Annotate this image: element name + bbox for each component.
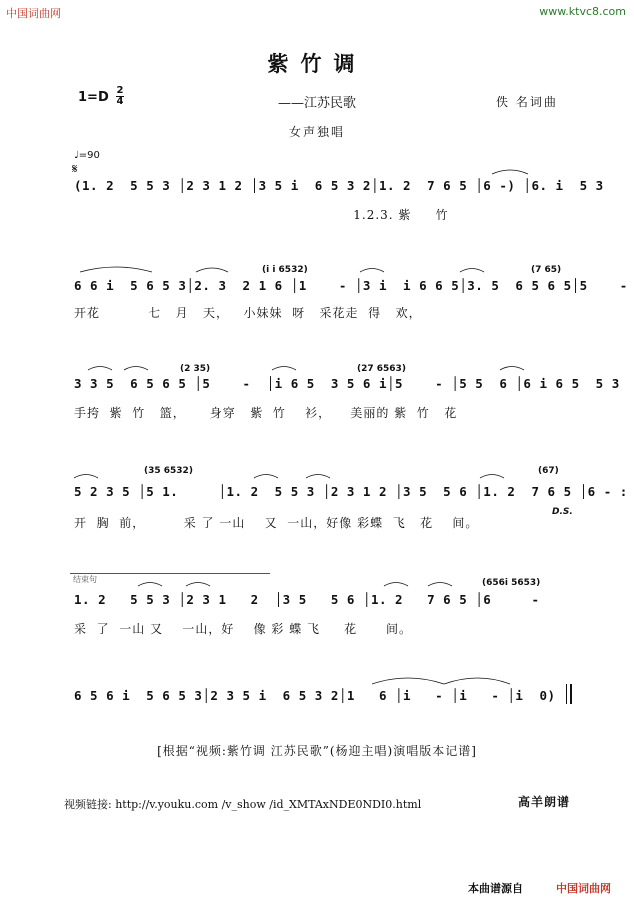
score-line-1-lyrics: 1.2.3. 紫 竹	[74, 208, 449, 222]
tempo-marking: ♩=90	[74, 150, 100, 161]
score-line-5-lyrics: 采 了 一山 又 一山，好 像 彩 蝶 飞 花 间。	[74, 622, 412, 636]
video-link[interactable]: 视频链接: http://v.youku.com /v_show /id_XMTAxNDE0NDI0.html	[64, 798, 422, 811]
score-line-4-lyrics: 开 胸 前， 采 了 一山 又 一山，好像 彩蝶 飞 花 间。	[74, 516, 479, 530]
slur	[74, 475, 98, 479]
slur	[186, 583, 210, 587]
grace-note-2: (7 65)	[531, 265, 562, 275]
source-label: 本曲谱源自	[468, 882, 523, 895]
scribe-credit: 高羊朗谱	[518, 795, 571, 809]
slur	[492, 170, 528, 174]
grace-note-4: (27 6563)	[357, 364, 406, 374]
grace-note-7: (656i 5653)	[482, 578, 541, 588]
score-line-4-notes: 5 2 3 5 │5 1. │1. 2 5 5 3 │2 3 1 2 │3 5 5 6 │1. 2 7 6 5 │6 - :	[74, 484, 628, 499]
slur	[88, 367, 112, 371]
grace-note-1: (i i 6532)	[262, 265, 308, 275]
slur	[138, 583, 162, 587]
score-line-3-notes: 3 3 5 6 5 6 5 │5 - │i 6 5 3 5 6 i│5 - │5 5 6 │6 i 6 5 5 3	[74, 376, 620, 391]
key-signature: 1=D	[78, 90, 109, 105]
source-site[interactable]: 中国词曲网	[556, 882, 611, 895]
ds-marking: D.S.	[552, 507, 573, 517]
watermark-left: 中国词曲网	[6, 7, 61, 20]
slur	[372, 678, 444, 684]
slur	[444, 678, 510, 684]
performance-type: 女声独唱	[288, 125, 345, 139]
slur	[254, 475, 278, 479]
grace-note-5: (35 6532)	[144, 466, 193, 476]
song-title: 紫竹调	[267, 51, 367, 76]
score-line-5-notes: 1. 2 5 5 3 │2 3 1 2 │3 5 5 6 │1. 2 7 6 5 │6 -	[74, 592, 540, 607]
song-credit: 佚 名词曲	[496, 95, 558, 109]
slur	[500, 367, 524, 371]
slur	[428, 583, 452, 587]
song-subtitle: ——江苏民歌	[277, 96, 356, 111]
transcription-note: [根据“视频:紫竹调 江苏民歌”(杨迎主唱)演唱版本记谱]	[157, 744, 477, 758]
segno-icon: 𝄋	[72, 162, 78, 177]
slur	[384, 583, 408, 587]
slur	[460, 269, 484, 273]
slur	[124, 367, 148, 371]
score-line-3-lyrics: 手挎 紫 竹 篮， 身穿 紫 竹 衫， 美丽的 紫 竹 花	[74, 406, 458, 420]
slur	[80, 267, 152, 272]
score-line-6-notes: 6 5 6 i 5 6 5 3│2 3 5 i 6 5 3 2│1 6 │i - │i - │i 0)	[74, 688, 556, 703]
grace-note-3: (2 35)	[180, 364, 211, 374]
slur	[306, 475, 330, 479]
watermark-right[interactable]: www.ktvc8.com	[539, 5, 626, 18]
repeat-label: 结束句	[73, 575, 97, 584]
slur	[480, 475, 504, 479]
slur	[272, 367, 296, 371]
score-line-2-notes: 6 6 i 5 6 5 3│2. 3 2 1 6 │1 - │3 i i 6 6 5│3. 5 6 5 6 5│5 -	[74, 278, 628, 293]
slur	[196, 268, 228, 272]
slur	[360, 269, 384, 273]
score-line-1-notes: (1. 2 5 5 3 │2 3 1 2 │3 5 i 6 5 3 2│1. 2 7 6 5 │6 -) │6. i 5 3	[74, 178, 604, 193]
time-numerator: 2	[116, 85, 124, 96]
grace-note-6: (67)	[538, 466, 559, 476]
score-line-2-lyrics: 开花 七 月 天， 小妹妹 呀 采花走 得 欢，	[74, 306, 422, 320]
time-denominator: 4	[116, 96, 124, 107]
